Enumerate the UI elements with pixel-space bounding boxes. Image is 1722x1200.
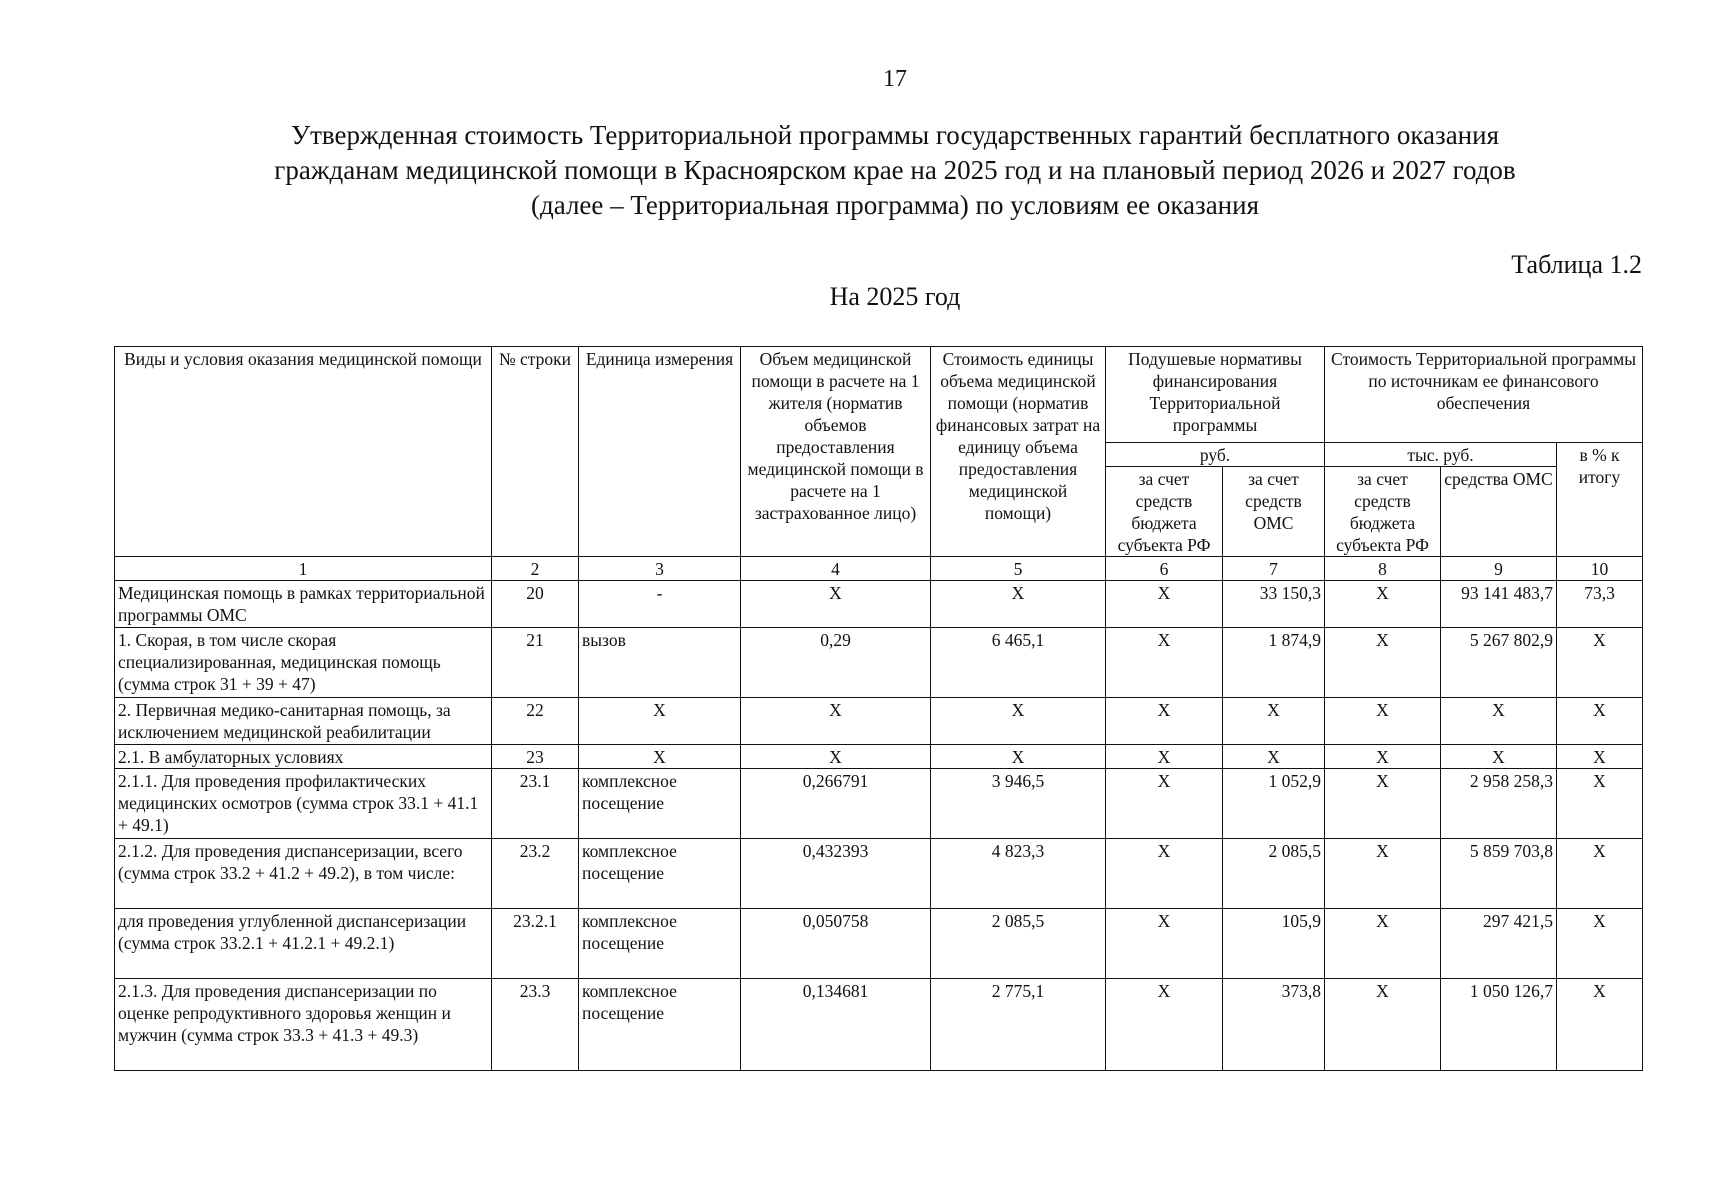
- header-unit-cost: Стоимость единицы объема медицинской помощи (норматив финансовых затрат на единицу объема предоставления медицинской помощи): [931, 347, 1106, 557]
- row-percent: X: [1557, 909, 1643, 979]
- row-volume: X: [741, 581, 931, 628]
- row-unit: X: [579, 745, 741, 769]
- row-description: Медицинская помощь в рамках территориальной программы ОМС: [115, 581, 492, 628]
- row-budget-cost: X: [1325, 581, 1441, 628]
- row-oms-cost: 1 050 126,7: [1441, 979, 1557, 1071]
- row-volume: X: [741, 698, 931, 745]
- row-budget-cost: X: [1325, 839, 1441, 909]
- header-row-number: № строки: [492, 347, 579, 557]
- year-heading: На 2025 год: [829, 282, 961, 311]
- column-number: 7: [1223, 557, 1325, 581]
- row-unit: комплексное посещение: [579, 979, 741, 1071]
- header-oms-cost: средства ОМС: [1441, 467, 1557, 557]
- row-percent: X: [1557, 769, 1643, 839]
- row-unit-cost: X: [931, 581, 1106, 628]
- row-unit: комплексное посещение: [579, 839, 741, 909]
- table-row: [115, 745, 1643, 769]
- row-unit: X: [579, 698, 741, 745]
- table-row: [115, 909, 1643, 979]
- column-number: 4: [741, 557, 931, 581]
- row-oms-cost: 5 267 802,9: [1441, 628, 1557, 698]
- page-number: 17: [883, 66, 907, 92]
- row-description: 2.1. В амбулаторных условиях: [115, 745, 492, 769]
- header-budget-cost: за счет средств бюджета субъекта РФ: [1325, 467, 1441, 557]
- row-volume: 0,134681: [741, 979, 931, 1071]
- row-budget-per-capita: X: [1106, 628, 1223, 698]
- row-oms-per-capita: 373,8: [1223, 979, 1325, 1071]
- column-number: 9: [1441, 557, 1557, 581]
- row-budget-cost: X: [1325, 979, 1441, 1071]
- column-number: 10: [1557, 557, 1643, 581]
- table-row: [115, 698, 1643, 745]
- row-number: 23.2: [492, 839, 579, 909]
- header-thous-rub: тыс. руб.: [1325, 443, 1557, 467]
- row-oms-cost: 2 958 258,3: [1441, 769, 1557, 839]
- header-row: [115, 347, 1643, 443]
- cost-table: [114, 346, 1643, 1071]
- row-number: 22: [492, 698, 579, 745]
- title-line: Утвержденная стоимость Территориальной программы государственных гарантий бесплатного оказания: [290, 120, 1499, 150]
- row-oms-per-capita: X: [1223, 745, 1325, 769]
- row-number: 23: [492, 745, 579, 769]
- row-unit: комплексное посещение: [579, 909, 741, 979]
- row-percent: X: [1557, 745, 1643, 769]
- row-budget-per-capita: X: [1106, 581, 1223, 628]
- row-unit: комплексное посещение: [579, 769, 741, 839]
- row-number: 23.1: [492, 769, 579, 839]
- header-per-capita-group: Подушевые нормативы финансирования Территориальной программы: [1106, 347, 1325, 443]
- row-unit-cost: 4 823,3: [931, 839, 1106, 909]
- row-unit-cost: X: [931, 745, 1106, 769]
- header-rub: руб.: [1106, 443, 1325, 467]
- row-percent: X: [1557, 628, 1643, 698]
- row-budget-per-capita: X: [1106, 745, 1223, 769]
- row-oms-cost: 297 421,5: [1441, 909, 1557, 979]
- row-budget-per-capita: X: [1106, 909, 1223, 979]
- row-volume: 0,29: [741, 628, 931, 698]
- header-program-cost-group: Стоимость Территориальной программы по источникам ее финансового обеспечения: [1325, 347, 1643, 443]
- row-unit-cost: 3 946,5: [931, 769, 1106, 839]
- table-row: [115, 628, 1643, 698]
- row-description: 2.1.1. Для проведения профилактических медицинских осмотров (сумма строк 33.1 + 41.1 + 49.1): [115, 769, 492, 839]
- row-number: 23.2.1: [492, 909, 579, 979]
- row-volume: 0,050758: [741, 909, 931, 979]
- column-number: 5: [931, 557, 1106, 581]
- row-description: 2. Первичная медико-санитарная помощь, за исключением медицинской реабилитации: [115, 698, 492, 745]
- row-oms-per-capita: 2 085,5: [1223, 839, 1325, 909]
- title-line: (далее – Территориальная программа) по условиям ее оказания: [531, 190, 1259, 220]
- table-row: [115, 979, 1643, 1071]
- title-line: гражданам медицинской помощи в Красноярском крае на 2025 год и на плановый период 2026 и 2027 годов: [274, 155, 1516, 185]
- column-number: 8: [1325, 557, 1441, 581]
- row-oms-cost: X: [1441, 698, 1557, 745]
- row-unit-cost: 6 465,1: [931, 628, 1106, 698]
- row-percent: X: [1557, 839, 1643, 909]
- header-unit: Единица измерения: [579, 347, 741, 557]
- column-number: 1: [115, 557, 492, 581]
- row-description: 2.1.3. Для проведения диспансеризации по оценке репродуктивного здоровья женщин и мужчин (сумма строк 33.3 + 41.3 + 49.3): [115, 979, 492, 1071]
- column-number: 6: [1106, 557, 1223, 581]
- column-number: 3: [579, 557, 741, 581]
- row-unit-cost: X: [931, 698, 1106, 745]
- row-description: 2.1.2. Для проведения диспансеризации, всего (сумма строк 33.2 + 41.2 + 49.2), в том числе:: [115, 839, 492, 909]
- row-unit: вызов: [579, 628, 741, 698]
- document-title: [180, 118, 1610, 223]
- header-oms-per-capita: за счет средств ОМС: [1223, 467, 1325, 557]
- row-budget-per-capita: X: [1106, 698, 1223, 745]
- row-percent: X: [1557, 979, 1643, 1071]
- header-kinds: Виды и условия оказания медицинской помощи: [115, 347, 492, 557]
- row-oms-per-capita: 1 874,9: [1223, 628, 1325, 698]
- row-budget-per-capita: X: [1106, 979, 1223, 1071]
- table-row: [115, 839, 1643, 909]
- row-number: 21: [492, 628, 579, 698]
- row-oms-cost: 5 859 703,8: [1441, 839, 1557, 909]
- row-oms-per-capita: X: [1223, 698, 1325, 745]
- row-budget-per-capita: X: [1106, 769, 1223, 839]
- row-unit-cost: 2 775,1: [931, 979, 1106, 1071]
- row-volume: X: [741, 745, 931, 769]
- row-budget-cost: X: [1325, 745, 1441, 769]
- row-oms-per-capita: 105,9: [1223, 909, 1325, 979]
- header-volume: Объем медицинской помощи в расчете на 1 жителя (норматив объемов предоставления медицинской помощи в расчете на 1 застрахованное лицо): [741, 347, 931, 557]
- row-budget-cost: X: [1325, 698, 1441, 745]
- row-volume: 0,432393: [741, 839, 931, 909]
- row-oms-cost: 93 141 483,7: [1441, 581, 1557, 628]
- table-row: [115, 769, 1643, 839]
- row-budget-cost: X: [1325, 628, 1441, 698]
- table-caption: Таблица 1.2: [1511, 250, 1642, 279]
- row-volume: 0,266791: [741, 769, 931, 839]
- row-description: для проведения углубленной диспансеризации (сумма строк 33.2.1 + 41.2.1 + 49.2.1): [115, 909, 492, 979]
- row-number: 23.3: [492, 979, 579, 1071]
- row-oms-per-capita: 33 150,3: [1223, 581, 1325, 628]
- header-budget-per-capita: за счет средств бюджета субъекта РФ: [1106, 467, 1223, 557]
- header-percent: в % к итогу: [1557, 443, 1643, 557]
- row-budget-cost: X: [1325, 769, 1441, 839]
- table-row: [115, 581, 1643, 628]
- row-number: 20: [492, 581, 579, 628]
- column-number: 2: [492, 557, 579, 581]
- row-unit: -: [579, 581, 741, 628]
- row-budget-per-capita: X: [1106, 839, 1223, 909]
- row-percent: X: [1557, 698, 1643, 745]
- row-unit-cost: 2 085,5: [931, 909, 1106, 979]
- column-numbers-row: [115, 557, 1643, 581]
- row-percent: 73,3: [1557, 581, 1643, 628]
- row-oms-cost: X: [1441, 745, 1557, 769]
- row-budget-cost: X: [1325, 909, 1441, 979]
- row-oms-per-capita: 1 052,9: [1223, 769, 1325, 839]
- row-description: 1. Скорая, в том числе скорая специализированная, медицинская помощь (сумма строк 31 + 39 + 47): [115, 628, 492, 698]
